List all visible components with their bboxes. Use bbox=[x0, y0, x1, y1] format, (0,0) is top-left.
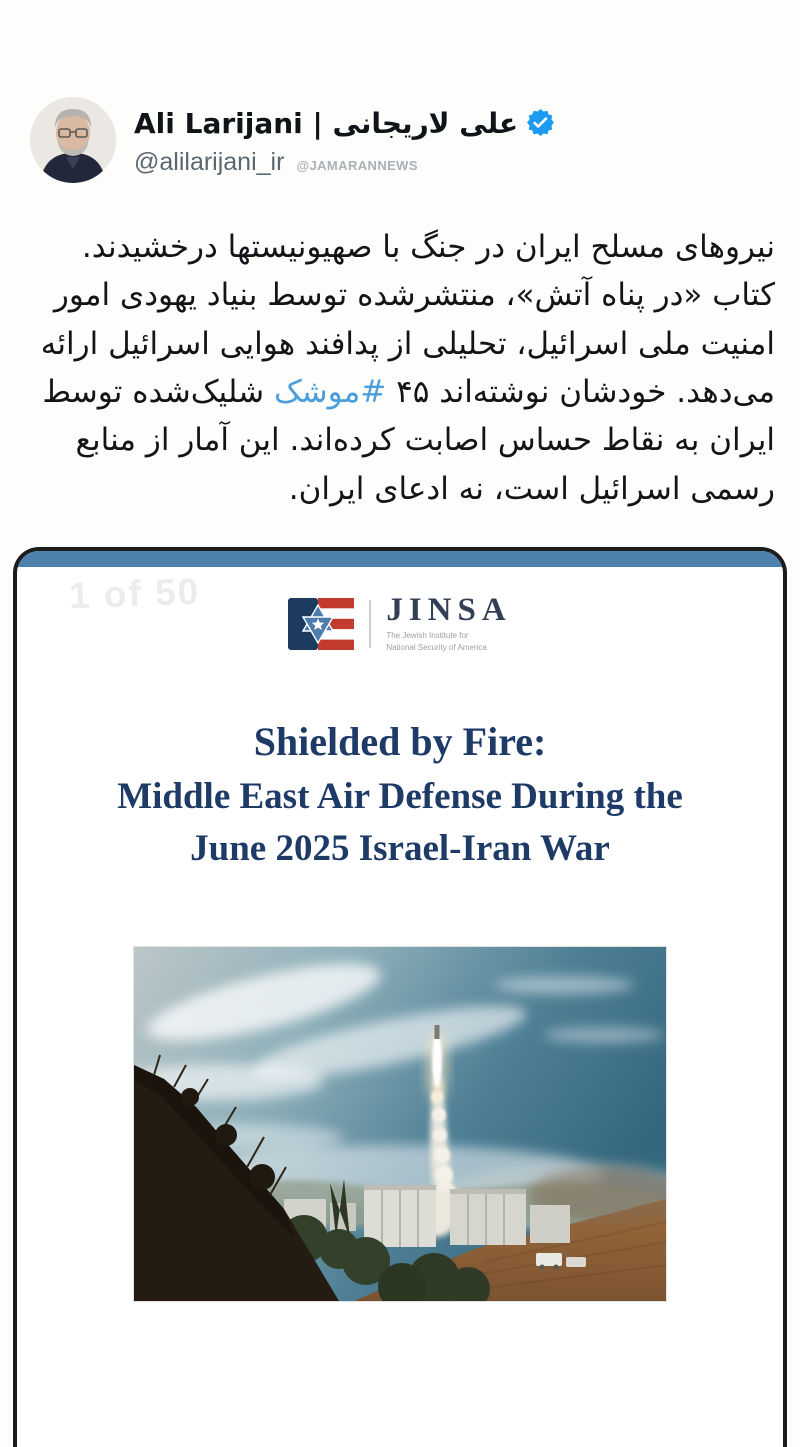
logo-divider bbox=[369, 600, 371, 648]
flame-core bbox=[432, 1035, 442, 1087]
report-title-line2: Middle East Air Defense During the bbox=[117, 776, 683, 818]
tweet-text-after: شلیک‌شده توسط ایران به نقاط حساس اصابت کرده‌اند. این آمار از منابع رسمی اسرائیل است، نه ادعای ایران. bbox=[42, 374, 775, 507]
jamaran-watermark: @JAMARANNEWS bbox=[296, 158, 418, 173]
report-title bbox=[17, 717, 783, 873]
page-number-watermark: 1 of 50 bbox=[68, 570, 201, 617]
handle[interactable]: @alilarijani_ir bbox=[134, 148, 285, 176]
author-names bbox=[134, 97, 554, 177]
missile-launch-photo bbox=[133, 946, 667, 1302]
jinsa-tagline-line1: The Jewish Institute for bbox=[386, 631, 469, 641]
display-name[interactable]: Ali Larijani | علی لاریجانی bbox=[134, 106, 519, 140]
report-card-image[interactable] bbox=[13, 547, 787, 1447]
tweet-text-before: نیروهای مسلح ایران در جنگ با صهیونیستها درخشیدند. کتاب «در پناه آتش»، منتشرشده توسط بنیاد یهودی امور امنیت ملی اسرائیل، تحلیلی از پدافند هوایی اسرائیل ارائه می‌دهد. خودشان نوشته‌اند ۴۵ bbox=[40, 229, 775, 411]
card-top-band bbox=[17, 551, 783, 567]
handle-row bbox=[134, 148, 554, 177]
verified-badge-icon bbox=[527, 109, 554, 141]
tweet-text bbox=[25, 223, 775, 513]
name-row bbox=[134, 107, 554, 141]
avatar[interactable] bbox=[30, 97, 116, 183]
missile-body bbox=[435, 1025, 440, 1039]
avatar-portrait bbox=[30, 97, 116, 183]
report-title-line3: June 2025 Israel-Iran War bbox=[190, 828, 610, 870]
tweet-header bbox=[0, 0, 800, 183]
jinsa-tagline-line2: National Security of America bbox=[386, 642, 487, 652]
jinsa-flag-icon bbox=[288, 598, 354, 650]
hashtag-link[interactable]: #موشک bbox=[273, 374, 387, 411]
logo-text bbox=[386, 594, 511, 653]
jinsa-wordmark: JINSA bbox=[386, 592, 512, 629]
report-title-line1: Shielded by Fire: bbox=[253, 719, 547, 765]
